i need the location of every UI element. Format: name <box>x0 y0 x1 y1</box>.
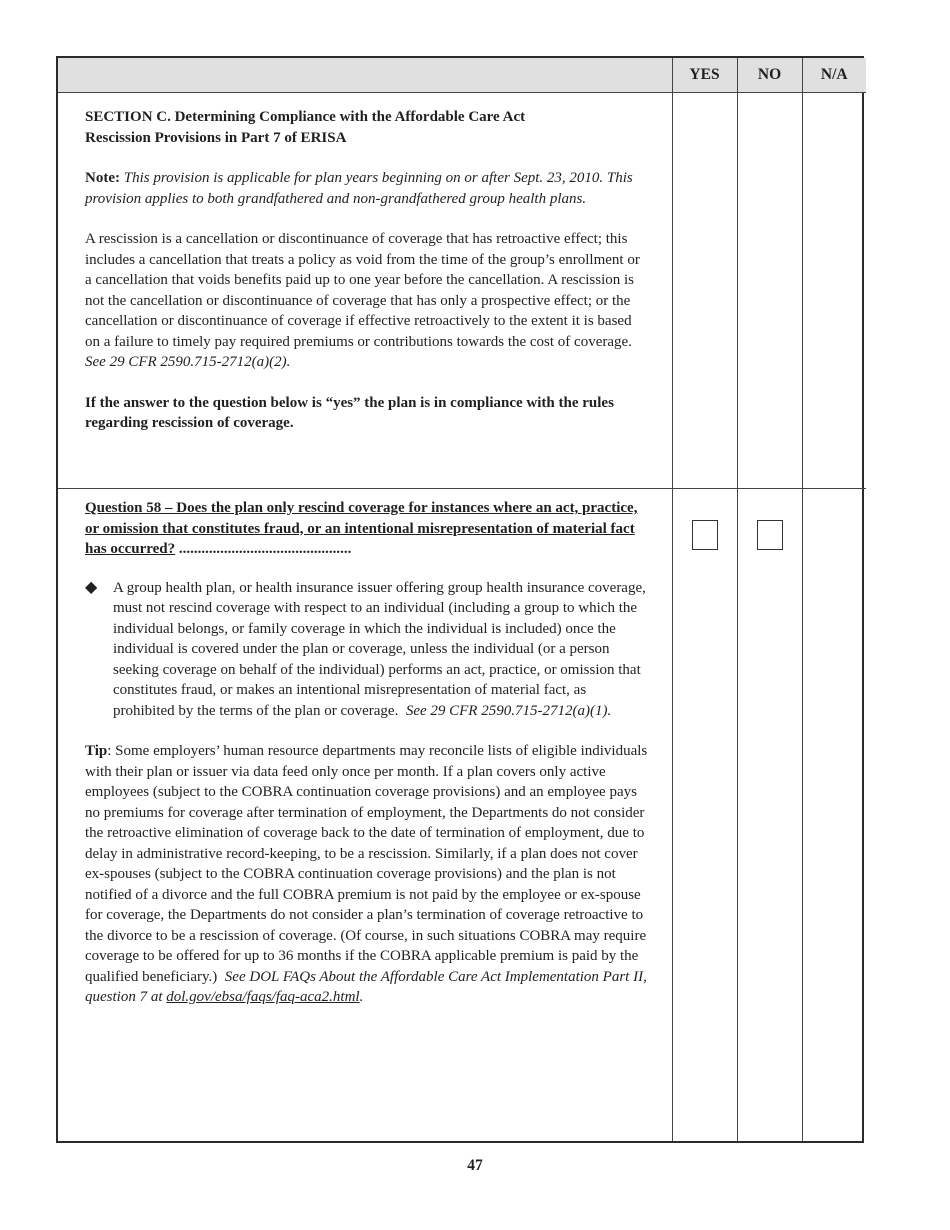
section-intro-cell <box>58 93 672 489</box>
yes-checkbox[interactable] <box>692 520 718 550</box>
section-yes-cell <box>672 93 737 489</box>
definition-text: A rescission is a cancellation or discontinuance of coverage that has retroactive effect; this includes a cancellation that treats a policy as void from the time of the group’s enrollment or a cancellation that voids benefits paid up to one year before the cancellation. A rescission is not the cancellation or discontinuance of coverage that has only a prospective effect; or the cancellation or discontinuance of coverage if effective retroactively to the extent it is based on a failure to timely pay required premiums or contributions towards the cost of coverage. <box>85 231 640 350</box>
section-no-cell <box>737 93 802 489</box>
question-58-yes-cell <box>672 489 737 1142</box>
section-title-line1: SECTION C. Determining Compliance with the Affordable Care Act <box>85 109 526 125</box>
requirement-bullet <box>85 578 650 722</box>
no-checkbox[interactable] <box>757 520 783 550</box>
note-text: This provision is applicable for plan years beginning on or after Sept. 23, 2010. This provision applies to both grandfathered and non-grandfathered group health plans. <box>85 170 633 207</box>
section-title-line2: Rescission Provisions in Part 7 of ERISA <box>85 129 347 146</box>
bullet-body <box>113 578 650 722</box>
diamond-bullet-icon: ◆ <box>85 578 98 596</box>
header-na: N/A <box>802 58 866 93</box>
note-label: Note: <box>85 170 120 186</box>
question-58-text <box>85 498 650 560</box>
question-58-row <box>58 489 866 1142</box>
question-58-na-cell <box>802 489 866 1142</box>
header-no: NO <box>737 58 802 93</box>
header-yes: YES <box>672 58 737 93</box>
section-row <box>58 93 866 489</box>
checklist-table-frame <box>56 56 864 1143</box>
tip-paragraph <box>85 741 650 1008</box>
header-question-column <box>58 58 672 93</box>
tip-end: . <box>359 989 364 1005</box>
header-row <box>58 58 866 93</box>
checklist-table <box>58 58 866 1141</box>
question-58-prompt: Question 58 – Does the plan only rescind coverage for instances where an act, practice, or omission that constitutes fraud, or an intentional misrepresentation of material fact has occurred? <box>85 500 638 557</box>
bullet-citation: See 29 CFR 2590.715-2712(a)(1). <box>405 702 612 719</box>
section-note <box>85 168 650 209</box>
faq-link[interactable]: dol.gov/ebsa/faqs/faq-aca2.html <box>166 989 360 1005</box>
section-na-cell <box>802 93 866 489</box>
compliance-statement: If the answer to the question below is “yes” the plan is in compliance with the rules regarding rescission of coverage. <box>85 394 614 431</box>
bullet-text: A group health plan, or health insurance issuer offering group health insurance coverage, must not rescind coverage with respect to an individual (including a group to which the individual belongs, or family coverage in which the individual is included) once the individual is covered under the plan or coverage, unless the individual (or a person seeking coverage on behalf of the individual) performs an act, practice, or omission that constitutes fraud, or makes an intentional misrepresentation of material fact, as prohibited by the terms of the plan or coverage. <box>113 579 646 719</box>
tip-citation: See DOL FAQs About the Affordable Care Act Implementation Part II, question 7 at <box>85 968 647 1005</box>
tip-label: Tip <box>85 743 108 759</box>
question-leader-dots: .............................................. <box>175 541 352 557</box>
tip-text: : Some employers’ human resource departments may reconcile lists of eligible individuals with their plan or issuer via data feed only once per month. If a plan covers only active employees (subject to the COBRA continuation coverage provisions) and an employee pays no premiums for coverage after termination of employment, the Departments do not consider the retroactive elimination of coverage back to the date of termination of employment, due to delay in administrative record-keeping, to be a rescission. Similarly, if a plan does not cover ex-spouses (subject to the COBRA continuation coverage provisions) and the plan is not notified of a divorce and the full COBRA premium is not paid by the employee or ex-spouse for coverage, the Departments do not consider a plan’s termination of coverage retroactive to the divorce to be a rescission of coverage. (Of course, in such situations COBRA may require coverage to be offered for up to 36 months if the COBRA applicable premium is paid by the qualified beneficiary.) <box>85 743 648 985</box>
definition-citation: See 29 CFR 2590.715-2712(a)(2). <box>85 354 291 370</box>
page-number: 47 <box>467 1157 483 1174</box>
question-58-no-cell <box>737 489 802 1142</box>
rescission-definition <box>85 229 650 373</box>
question-58-cell <box>58 489 672 1142</box>
section-title <box>85 107 650 148</box>
